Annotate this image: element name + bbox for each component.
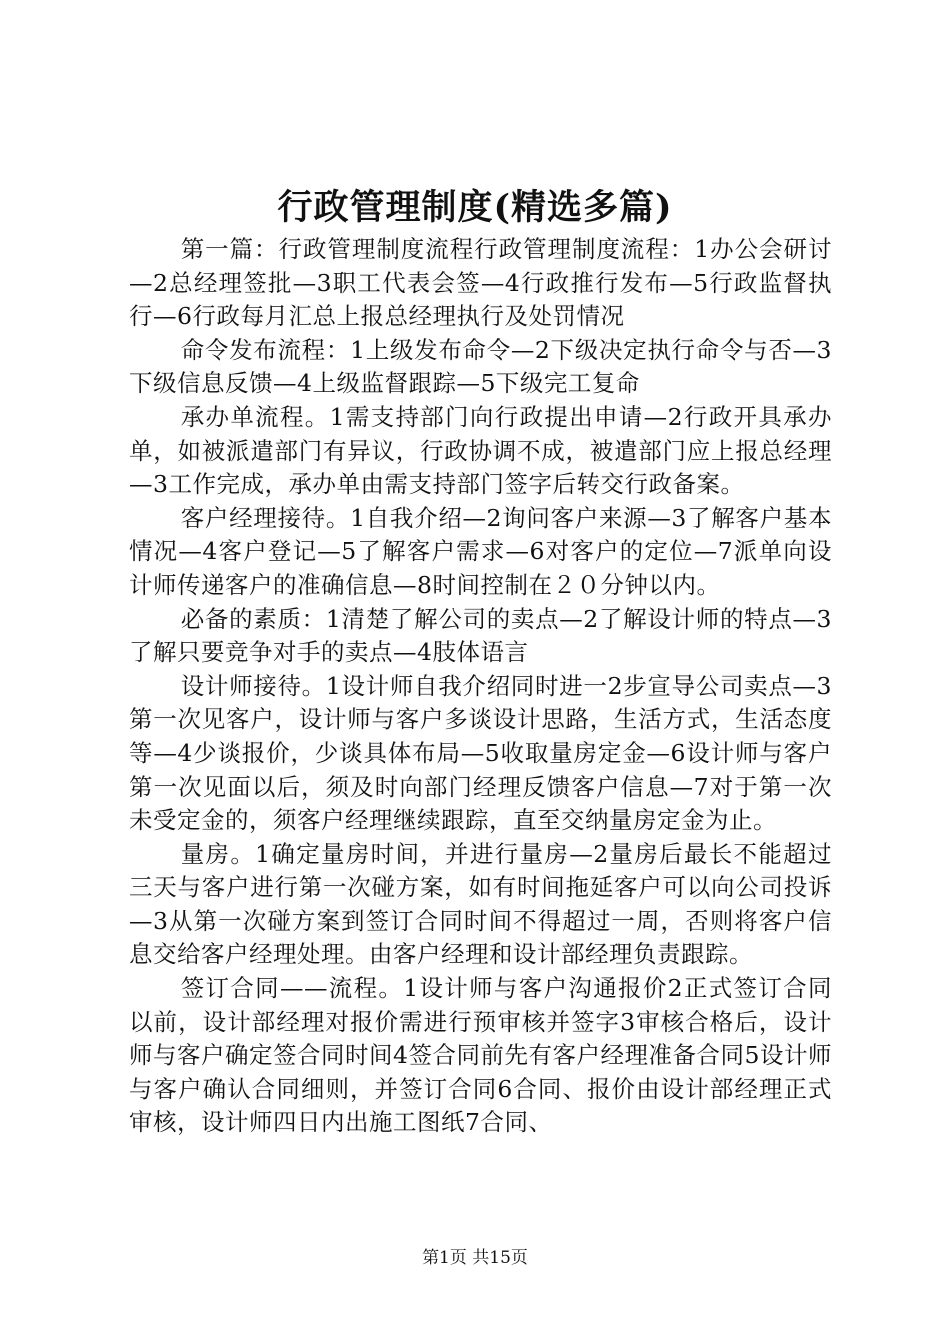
paragraph: 量房。1确定量房时间，并进行量房—2量房后最长不能超过三天与客户进行第一次碰方案，如有时间拖延客户可以向公司投诉—3从第一次碰方案到签订合同时间不得超过一周，否则将客户信息交给客户经理处理。由客户经理和设计部经理负责跟踪。	[129, 839, 832, 969]
paragraph: 设计师接待。1设计师自我介绍同时进一2步宣导公司卖点—3第一次见客户，设计师与客户多谈设计思路，生活方式，生活态度等—4少谈报价，少谈具体布局—5收取量房定金—6设计师与客户第一次见面以后，须及时向部门经理反馈客户信息—7对于第一次未受定金的，须客户经理继续跟踪，直至交纳量房定金为止。	[129, 671, 832, 835]
paragraph: 承办单流程。1需支持部门向行政提出申请—2行政开具承办单，如被派遣部门有异议，行政协调不成，被遣部门应上报总经理—3工作完成，承办单由需支持部门签字后转交行政备案。	[129, 402, 832, 499]
paragraph: 必备的素质：1清楚了解公司的卖点—2了解设计师的特点—3了解只要竞争对手的卖点—4肢体语言	[129, 604, 832, 667]
paragraph: 客户经理接待。1自我介绍—2询问客户来源—3了解客户基本情况—4客户登记—5了解客户需求—6对客户的定位—7派单向设计师传递客户的准确信息—8时间控制在２０分钟以内。	[129, 503, 832, 599]
paragraph: 第一篇：行政管理制度流程行政管理制度流程：1办公会研讨—2总经理签批—3职工代表会签—4行政推行发布—5行政监督执行—6行政每月汇总上报总经理执行及处罚情况	[129, 235, 832, 331]
document-title: 行政管理制度(精选多篇)	[277, 187, 673, 228]
document-body	[129, 233, 832, 1140]
paragraph: 命令发布流程：1上级发布命令—2下级决定执行命令与否—3下级信息反馈—4上级监督跟踪—5下级完工复命	[129, 335, 832, 398]
paragraph: 签订合同——流程。1设计师与客户沟通报价2正式签订合同以前，设计部经理对报价需进行预审核并签字3审核合格后，设计师与客户确定签合同时间4签合同前先有客户经理准备合同5设计师与客户确认合同细则，并签订合同6合同、报价由设计部经理正式审核，设计师四日内出施工图纸7合同、	[129, 974, 832, 1137]
page-number-footer: 第1页 共15页	[422, 1248, 528, 1268]
